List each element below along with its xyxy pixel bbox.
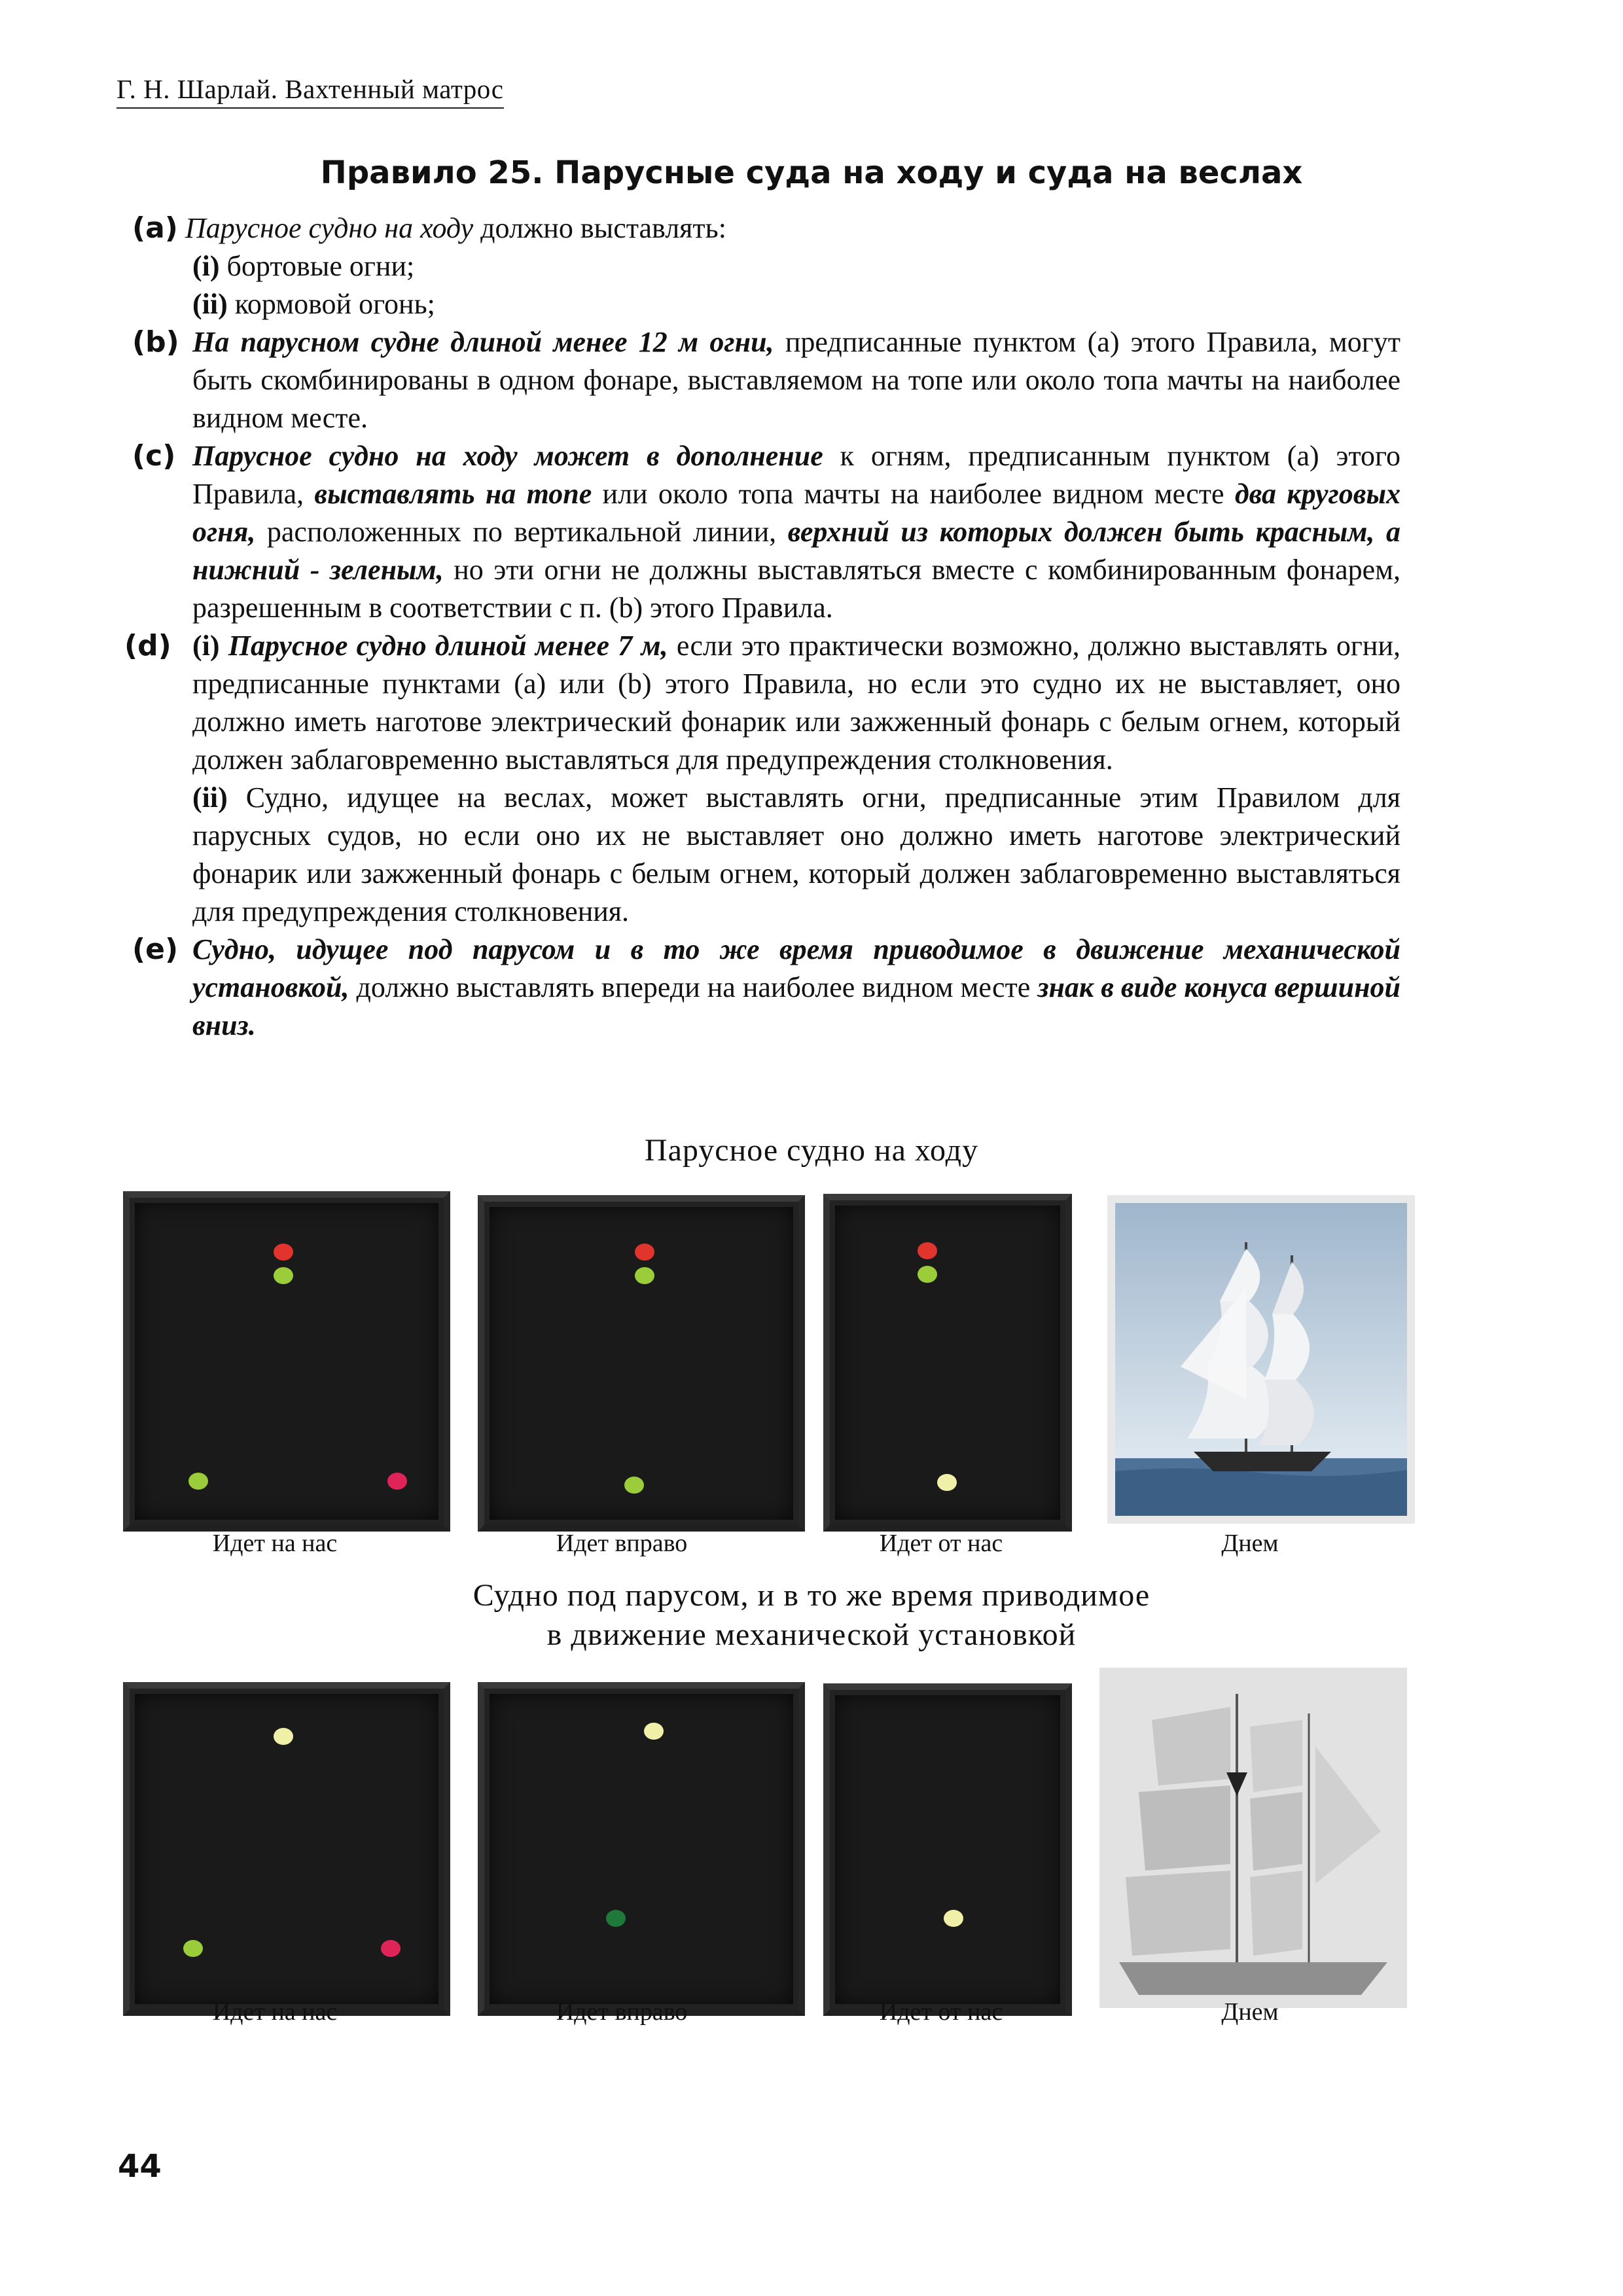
red-masthead-light	[274, 1244, 293, 1261]
stern-light	[937, 1474, 957, 1491]
caption-head-on: Идет на нас	[212, 1530, 338, 1557]
rule-text	[124, 209, 1400, 1045]
clause-d-i-text: если это практически возможно, должно выставлять огни, предписанные пунктами (а) или (b) этого Правила, но если это судно их не выставляет, оно должно иметь наготове электрический фонарик или зажженный фонарь с белым огнем, который должен заблаговременно выставляться для предупреждения столкновения.	[192, 630, 1400, 776]
clause-c-emphasis: Парусное судно на ходу может в дополнение	[192, 440, 823, 472]
starboard-light	[606, 1910, 626, 1927]
clause-e-emphasis: Судно, идущее под парусом и в то же время приводимое в движение механической установкой,	[192, 933, 1400, 1003]
clause-c-label: (c)	[132, 439, 176, 473]
green-masthead-light	[918, 1266, 937, 1283]
clause-c-text: к огням, предписанным пунктом (а) этого Правила,	[192, 440, 1400, 510]
figure-1-title: Парусное судно на ходу	[644, 1133, 979, 1168]
clause-a-text: должно выставлять:	[473, 212, 726, 244]
sailing-ship-photo-day	[1107, 1195, 1415, 1524]
item-text: кормовой огонь;	[227, 288, 435, 320]
page-number: 44	[118, 2148, 162, 2185]
port-light	[381, 1940, 401, 1957]
figure-2-title-line-1: Судно под парусом, и в то же время приводимое	[473, 1578, 1150, 1613]
light-panel-head-on	[123, 1191, 450, 1532]
caption-day: Днем	[1221, 1530, 1279, 1557]
clause-d-ii-label: (ii)	[192, 781, 228, 814]
white-masthead-light	[274, 1728, 293, 1745]
light-panel-head-on-2	[123, 1682, 450, 2016]
clause-e-text: должно выставлять впереди на наиболее видном месте	[349, 971, 1038, 1003]
caption-right: Идет вправо	[556, 1530, 688, 1557]
rule-title: Правило 25. Парусные суда на ходу и суда на веслах	[320, 154, 1303, 191]
clause-a-emphasis: Парусное судно на ходу	[185, 212, 474, 244]
clause-b-text: предписанные пунктом (а) этого Правила, могут быть скомбинированы в одном фонаре, выставляемом на топе или около топа мачты на наиболее видном месте.	[192, 326, 1401, 434]
item-label: (ii)	[192, 288, 228, 320]
clause-a-item-1	[124, 247, 1400, 285]
clause-b-label: (b)	[132, 325, 179, 359]
light-panel-away	[823, 1194, 1072, 1532]
clause-d-i-label: (i)	[192, 630, 220, 662]
light-panel-away-2	[823, 1683, 1072, 2016]
green-masthead-light	[274, 1267, 293, 1284]
clause-c-emphasis: два круговых огня,	[192, 478, 1400, 548]
sailing-ship-cone-illustration	[1099, 1668, 1407, 2008]
red-masthead-light	[635, 1244, 654, 1261]
sailing-ship-illustration	[1115, 1203, 1407, 1516]
clause-c-text: но эти огни не должны выставляться вместе с комбинированным фонарем, разрешенным в соответствии с п. (b) этого Правила.	[192, 554, 1401, 624]
clause-c-text: расположенных по вертикальной линии,	[255, 516, 788, 548]
clause-b	[124, 323, 1400, 437]
clause-a	[124, 209, 1400, 247]
clause-d-ii-text: Судно, идущее на веслах, может выставлять огни, предписанные этим Правилом для парусных судов, но если оно их не выставляет оно должно иметь наготове электрический фонарик или зажженный фонарь с белым огнем, который должен заблаговременно выставляться для предупреждения столкновения.	[192, 781, 1400, 927]
light-panel-right	[478, 1195, 805, 1532]
caption-day-2: Днем	[1221, 1998, 1279, 2026]
starboard-light	[183, 1940, 203, 1957]
clause-d	[124, 627, 1400, 779]
running-header: Г. Н. Шарлай. Вахтенный матрос	[116, 73, 504, 109]
light-panel-right-2	[478, 1682, 805, 2016]
sailing-ship-cone-photo-day	[1099, 1668, 1407, 2008]
clause-e	[124, 931, 1400, 1045]
caption-head-on-2: Идет на нас	[212, 1998, 338, 2026]
starboard-light	[188, 1473, 208, 1490]
clause-a-item-2	[124, 285, 1400, 323]
figure-2-title-line-2: в движение механической установкой	[546, 1617, 1077, 1652]
clause-e-label: (e)	[132, 933, 179, 966]
white-masthead-light	[644, 1723, 664, 1740]
starboard-light	[624, 1477, 644, 1494]
clause-a-label: (a)	[132, 211, 178, 245]
stern-light	[944, 1910, 963, 1927]
item-text: бортовые огни;	[219, 250, 415, 282]
clause-d-ii	[124, 779, 1400, 931]
clause-d-emphasis: Парусное судно длиной менее 7 м,	[228, 630, 668, 662]
clause-c-text: или около топа мачты на наиболее видном месте	[592, 478, 1235, 510]
clause-c-emphasis: верхний из которых должен быть красным, а нижний - зеленым,	[192, 516, 1400, 586]
port-light	[387, 1473, 407, 1490]
clause-c-emphasis: выставлять на топе	[314, 478, 592, 510]
red-masthead-light	[918, 1242, 937, 1259]
clause-d-label: (d)	[124, 629, 171, 662]
green-masthead-light	[635, 1267, 654, 1284]
caption-right-2: Идет вправо	[556, 1998, 688, 2026]
item-label: (i)	[192, 250, 220, 282]
caption-away: Идет от нас	[879, 1530, 1003, 1557]
caption-away-2: Идет от нас	[879, 1998, 1003, 2026]
clause-c	[124, 437, 1400, 627]
clause-b-emphasis: На парусном судне длиной менее 12 м огни,	[192, 326, 774, 358]
clause-e-emphasis: знак в виде конуса вершиной вниз.	[192, 971, 1400, 1041]
